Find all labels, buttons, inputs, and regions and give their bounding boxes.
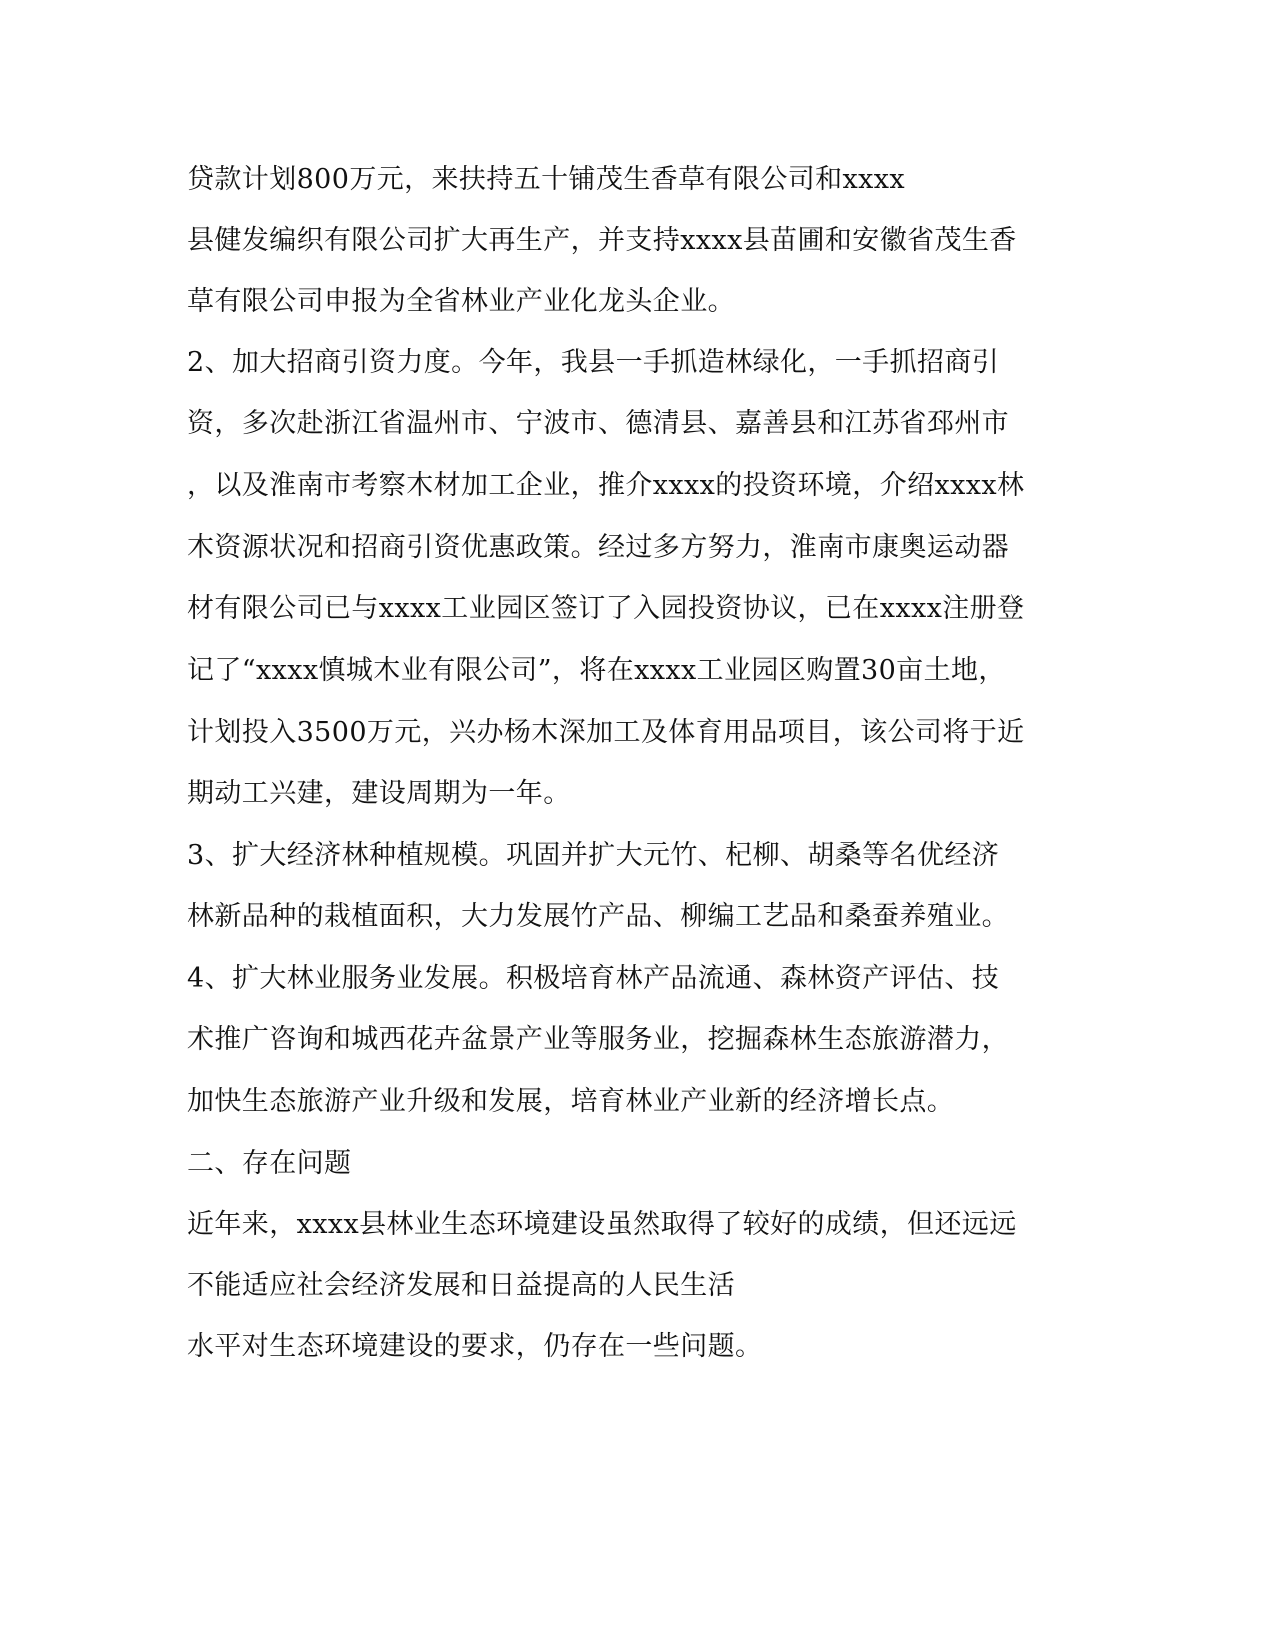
text-line: 材有限公司已与xxxx工业园区签订了入园投资协议，已在xxxx注册登 [187, 593, 1025, 624]
text-line: 木资源状况和招商引资优惠政策。经过多方努力，淮南市康奥运动器 [187, 532, 1009, 563]
text-line: 4、扩大林业服务业发展。积极培育林产品流通、森林资产评估、技 [187, 963, 1000, 994]
text-line: 县健发编织有限公司扩大再生产，并支持xxxx县苗圃和安徽省茂生香 [187, 225, 1017, 256]
text-line: 不能适应社会经济发展和日益提高的人民生活 [187, 1270, 735, 1301]
text-line: 水平对生态环境建设的要求，仍存在一些问题。 [187, 1331, 763, 1362]
section-heading: 二、存在问题 [187, 1148, 352, 1179]
text-line: 期动工兴建，建设周期为一年。 [187, 778, 571, 809]
text-line: 贷款计划800万元，来扶持五十铺茂生香草有限公司和xxxx [187, 164, 906, 195]
text-line: 加快生态旅游产业升级和发展，培育林业产业新的经济增长点。 [187, 1086, 955, 1117]
text-line: 2、加大招商引资力度。今年，我县一手抓造林绿化，一手抓招商引 [187, 347, 1000, 378]
text-line: 近年来，xxxx县林业生态环境建设虽然取得了较好的成绩，但还远远 [187, 1209, 1017, 1240]
text-line: 资，多次赴浙江省温州市、宁波市、德清县、嘉善县和江苏省邳州市 [187, 408, 1009, 439]
text-line: ，以及淮南市考察木材加工企业，推介xxxx的投资环境，介绍xxxx林 [187, 470, 1025, 501]
text-line: 计划投入3500万元，兴办杨木深加工及体育用品项目，该公司将于近 [187, 717, 1025, 748]
text-line: 草有限公司申报为全省林业产业化龙头企业。 [187, 286, 735, 317]
text-line: 3、扩大经济林种植规模。巩固并扩大元竹、杞柳、胡桑等名优经济 [187, 840, 1000, 871]
text-line: 记了“xxxx慎城木业有限公司”，将在xxxx工业园区购置30亩土地， [187, 655, 1006, 686]
text-line: 林新品种的栽植面积，大力发展竹产品、柳编工艺品和桑蚕养殖业。 [187, 901, 1009, 932]
text-line: 术推广咨询和城西花卉盆景产业等服务业，挖掘森林生态旅游潜力， [187, 1024, 1009, 1055]
